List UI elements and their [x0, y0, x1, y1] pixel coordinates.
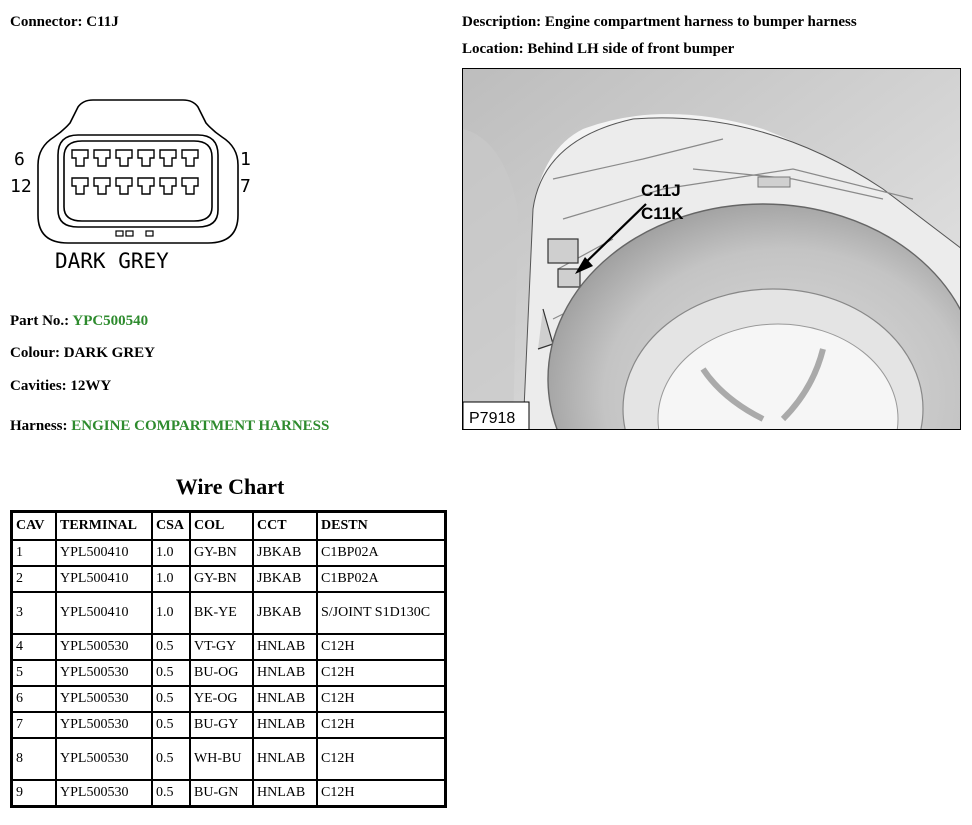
- cell-cct: JBKAB: [253, 540, 317, 566]
- column-header-terminal: TERMINAL: [56, 512, 152, 541]
- column-header-destn: DESTN: [317, 512, 446, 541]
- cell-col: GY-BN: [190, 540, 253, 566]
- cell-csa: 0.5: [152, 686, 190, 712]
- cell-cct: JBKAB: [253, 592, 317, 634]
- cell-col: WH-BU: [190, 738, 253, 780]
- cell-cct: HNLAB: [253, 686, 317, 712]
- cell-cct: HNLAB: [253, 660, 317, 686]
- column-header-col: COL: [190, 512, 253, 541]
- connector-face-diagram: [8, 95, 258, 280]
- cell-cav: 7: [12, 712, 57, 738]
- cell-terminal: YPL500530: [56, 780, 152, 807]
- cell-col: BK-YE: [190, 592, 253, 634]
- cell-destn: C12H: [317, 738, 446, 780]
- table-row: [12, 738, 446, 780]
- colour-line: [10, 345, 155, 362]
- cell-csa: 0.5: [152, 660, 190, 686]
- cell-terminal: YPL500530: [56, 686, 152, 712]
- cell-terminal: YPL500410: [56, 566, 152, 592]
- callout-c11j: C11J: [641, 181, 681, 200]
- cell-cav: 1: [12, 540, 57, 566]
- cell-cct: HNLAB: [253, 738, 317, 780]
- cell-destn: C12H: [317, 712, 446, 738]
- cell-cav: 5: [12, 660, 57, 686]
- cell-csa: 0.5: [152, 780, 190, 807]
- cell-cav: 4: [12, 634, 57, 660]
- cell-terminal: YPL500410: [56, 592, 152, 634]
- cell-cav: 8: [12, 738, 57, 780]
- wire-chart-title: Wire Chart: [175, 474, 285, 499]
- cell-terminal: YPL500530: [56, 738, 152, 780]
- table-row: [12, 540, 446, 566]
- wire-chart-header-row: [12, 512, 446, 541]
- description-line: [462, 14, 857, 31]
- cell-col: BU-GN: [190, 780, 253, 807]
- cell-cav: 2: [12, 566, 57, 592]
- cell-col: YE-OG: [190, 686, 253, 712]
- description-value: Engine compartment harness to bumper harness: [544, 14, 857, 30]
- part-number-link[interactable]: YPC500540: [72, 313, 149, 329]
- cell-csa: 0.5: [152, 634, 190, 660]
- cell-col: BU-OG: [190, 660, 253, 686]
- connector-label: Connector:: [10, 14, 83, 30]
- cell-csa: 1.0: [152, 592, 190, 634]
- cell-destn: C12H: [317, 780, 446, 807]
- cell-destn: C12H: [317, 660, 446, 686]
- photo-id: P7918: [469, 410, 516, 427]
- callout-c11k: C11K: [641, 204, 684, 223]
- cavities-value: 12WY: [70, 378, 112, 394]
- cell-cct: HNLAB: [253, 712, 317, 738]
- location-value: Behind LH side of front bumper: [527, 41, 735, 57]
- part-number-line: [10, 313, 148, 330]
- vehicle-wheel-arch-illustration: [463, 69, 961, 430]
- cell-col: VT-GY: [190, 634, 253, 660]
- table-row: [12, 592, 446, 634]
- cell-terminal: YPL500530: [56, 712, 152, 738]
- cavity-row-bottom: [72, 178, 198, 194]
- table-row: [12, 712, 446, 738]
- cell-csa: 0.5: [152, 712, 190, 738]
- colour-label: Colour:: [10, 345, 60, 361]
- harness-link[interactable]: ENGINE COMPARTMENT HARNESS: [71, 418, 330, 434]
- pin-label-1: 1: [240, 149, 251, 170]
- cell-cct: HNLAB: [253, 634, 317, 660]
- cell-col: BU-GY: [190, 712, 253, 738]
- pin-label-12: 12: [10, 176, 32, 197]
- cell-destn: S/JOINT S1D130C: [317, 592, 446, 634]
- cell-terminal: YPL500530: [56, 634, 152, 660]
- table-row: [12, 566, 446, 592]
- table-row: [12, 634, 446, 660]
- table-row: [12, 780, 446, 807]
- column-header-cct: CCT: [253, 512, 317, 541]
- cell-destn: C1BP02A: [317, 540, 446, 566]
- cavities-label: Cavities:: [10, 378, 67, 394]
- part-number-label: Part No.:: [10, 313, 70, 329]
- description-label: Description:: [462, 14, 542, 30]
- column-header-csa: CSA: [152, 512, 190, 541]
- location-illustration: [462, 68, 961, 430]
- pin-label-7: 7: [240, 176, 251, 197]
- colour-value: DARK GREY: [63, 345, 156, 361]
- cell-col: GY-BN: [190, 566, 253, 592]
- table-row: [12, 660, 446, 686]
- wire-chart-table: [10, 510, 447, 808]
- cell-cct: HNLAB: [253, 780, 317, 807]
- cell-terminal: YPL500410: [56, 540, 152, 566]
- harness-line: [10, 418, 329, 435]
- cell-csa: 0.5: [152, 738, 190, 780]
- cell-terminal: YPL500530: [56, 660, 152, 686]
- cell-csa: 1.0: [152, 540, 190, 566]
- pin-label-6: 6: [14, 149, 25, 170]
- location-label: Location:: [462, 41, 524, 57]
- cell-cav: 9: [12, 780, 57, 807]
- column-header-cav: CAV: [12, 512, 57, 541]
- connector-colour-caption: DARK GREY: [55, 249, 169, 273]
- cavities-line: [10, 378, 111, 395]
- harness-label: Harness:: [10, 418, 68, 434]
- cell-csa: 1.0: [152, 566, 190, 592]
- connector-heading: [10, 14, 119, 31]
- cell-cav: 3: [12, 592, 57, 634]
- cell-destn: C1BP02A: [317, 566, 446, 592]
- cell-destn: C12H: [317, 686, 446, 712]
- cell-cav: 6: [12, 686, 57, 712]
- location-line: [462, 41, 734, 58]
- cell-destn: C12H: [317, 634, 446, 660]
- connector-value: C11J: [86, 14, 119, 30]
- cell-cct: JBKAB: [253, 566, 317, 592]
- table-row: [12, 686, 446, 712]
- cavity-row-top: [72, 150, 198, 166]
